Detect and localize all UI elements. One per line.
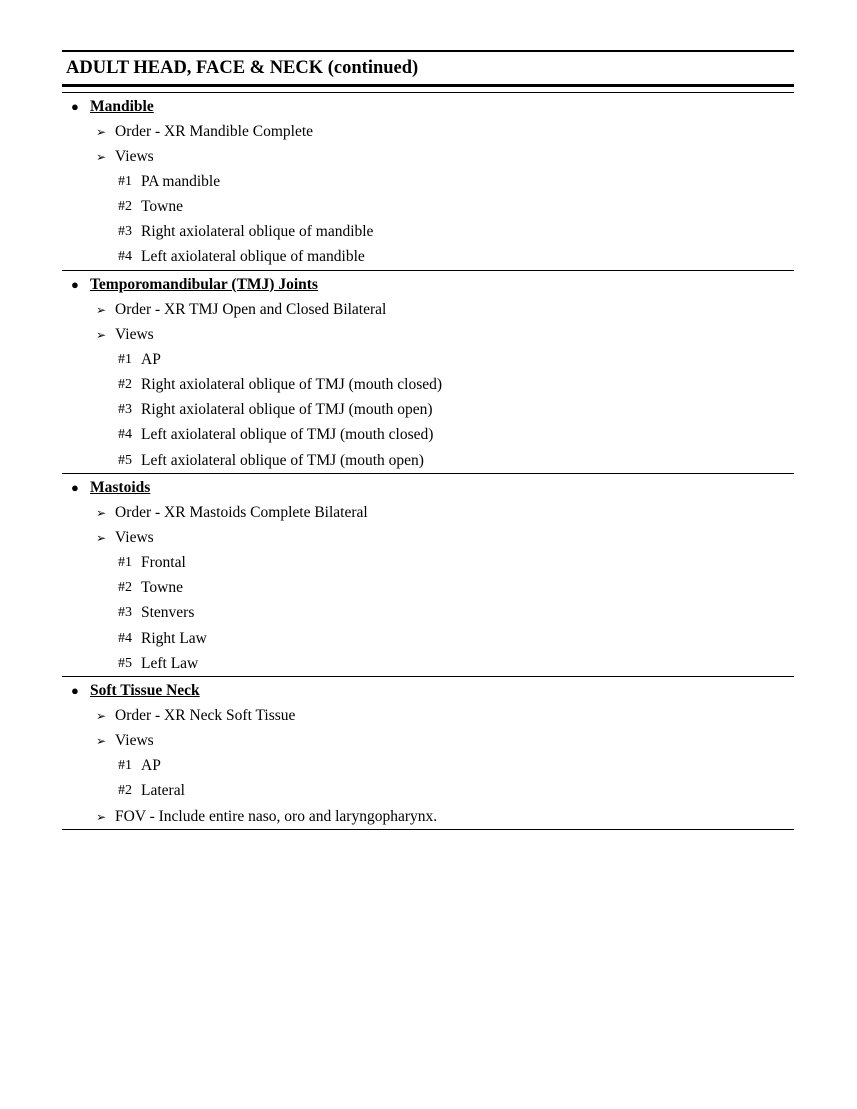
bullet-icon: ● [71, 99, 79, 115]
view-item [62, 651, 794, 676]
order-line [62, 500, 794, 525]
fov-note-line [62, 804, 794, 829]
section-title: Soft Tissue Neck [90, 681, 200, 699]
views-label-line [62, 144, 794, 169]
arrow-bullet-icon: ➢ [96, 124, 107, 139]
view-text: Right axiolateral oblique of TMJ (mouth open) [141, 401, 433, 419]
view-text: Right axiolateral oblique of mandible [141, 223, 374, 241]
view-number: #5 [118, 655, 132, 671]
view-item [62, 779, 794, 804]
page-title: ADULT HEAD, FACE & NECK (continued) [66, 57, 419, 78]
view-text: Left Law [141, 654, 199, 672]
order-line [62, 119, 794, 144]
section [62, 271, 794, 474]
arrow-bullet-icon: ➢ [96, 505, 107, 520]
view-number: #3 [118, 605, 132, 621]
order-text: Order - XR TMJ Open and Closed Bilateral [115, 300, 387, 318]
view-text: AP [141, 350, 161, 368]
view-number: #1 [118, 351, 132, 367]
view-number: #1 [118, 173, 132, 189]
view-number: #1 [118, 555, 132, 571]
arrow-bullet-icon: ➢ [96, 149, 107, 164]
view-number: #5 [118, 452, 132, 468]
view-text: PA mandible [141, 172, 221, 190]
order-line [62, 703, 794, 728]
view-item [62, 626, 794, 651]
view-number: #2 [118, 199, 132, 215]
view-number: #2 [118, 580, 132, 596]
arrow-bullet-icon: ➢ [96, 809, 107, 824]
order-text: Order - XR Mastoids Complete Bilateral [115, 503, 368, 521]
arrow-bullet-icon: ➢ [96, 530, 107, 545]
view-text: AP [141, 757, 161, 775]
view-item [62, 347, 794, 372]
order-text: Order - XR Neck Soft Tissue [115, 706, 296, 724]
view-item [62, 601, 794, 626]
header-double-rule [62, 84, 794, 93]
view-item [62, 576, 794, 601]
section-title-line [62, 475, 794, 500]
order-text: Order - XR Mandible Complete [115, 122, 314, 140]
view-text: Lateral [141, 782, 185, 800]
view-item [62, 195, 794, 220]
document-page [62, 50, 794, 830]
view-item [62, 423, 794, 448]
view-number: #4 [118, 427, 132, 443]
view-text: Towne [141, 198, 183, 216]
views-label-text: Views [115, 325, 154, 343]
view-item [62, 448, 794, 473]
view-number: #2 [118, 783, 132, 799]
view-number: #1 [118, 758, 132, 774]
arrow-bullet-icon: ➢ [96, 708, 107, 723]
section-title: Mastoids [90, 478, 151, 496]
bullet-icon: ● [71, 480, 79, 496]
fov-note-text: FOV - Include entire naso, oro and laryngopharynx. [115, 807, 438, 825]
view-item [62, 398, 794, 423]
views-label-text: Views [115, 732, 154, 750]
views-label-text: Views [115, 147, 154, 165]
view-item [62, 373, 794, 398]
view-number: #3 [118, 224, 132, 240]
view-text: Right axiolateral oblique of TMJ (mouth closed) [141, 376, 443, 394]
view-item [62, 245, 794, 270]
section-title: Mandible [90, 97, 154, 115]
view-text: Left axiolateral oblique of TMJ (mouth closed) [141, 426, 434, 444]
section [62, 474, 794, 677]
view-number: #4 [118, 630, 132, 646]
view-text: Stenvers [141, 604, 195, 622]
section-title-line [62, 678, 794, 703]
view-item [62, 220, 794, 245]
section [62, 677, 794, 830]
view-text: Left axiolateral oblique of mandible [141, 248, 365, 266]
view-number: #3 [118, 402, 132, 418]
bullet-icon: ● [71, 683, 79, 699]
view-text: Left axiolateral oblique of TMJ (mouth open) [141, 451, 424, 469]
view-item [62, 754, 794, 779]
arrow-bullet-icon: ➢ [96, 302, 107, 317]
view-item [62, 169, 794, 194]
section-title-line [62, 272, 794, 297]
bullet-icon: ● [71, 277, 79, 293]
views-label-text: Views [115, 528, 154, 546]
view-number: #2 [118, 377, 132, 393]
view-text: Right Law [141, 629, 207, 647]
views-label-line [62, 525, 794, 550]
section-title-line [62, 94, 794, 119]
view-item [62, 551, 794, 576]
view-text: Frontal [141, 554, 186, 572]
view-text: Towne [141, 579, 183, 597]
sections-container [62, 93, 794, 830]
arrow-bullet-icon: ➢ [96, 734, 107, 749]
arrow-bullet-icon: ➢ [96, 327, 107, 342]
section-title: Temporomandibular (TMJ) Joints [90, 275, 318, 293]
views-label-line [62, 322, 794, 347]
view-number: #4 [118, 249, 132, 265]
views-label-line [62, 729, 794, 754]
order-line [62, 297, 794, 322]
section [62, 93, 794, 271]
